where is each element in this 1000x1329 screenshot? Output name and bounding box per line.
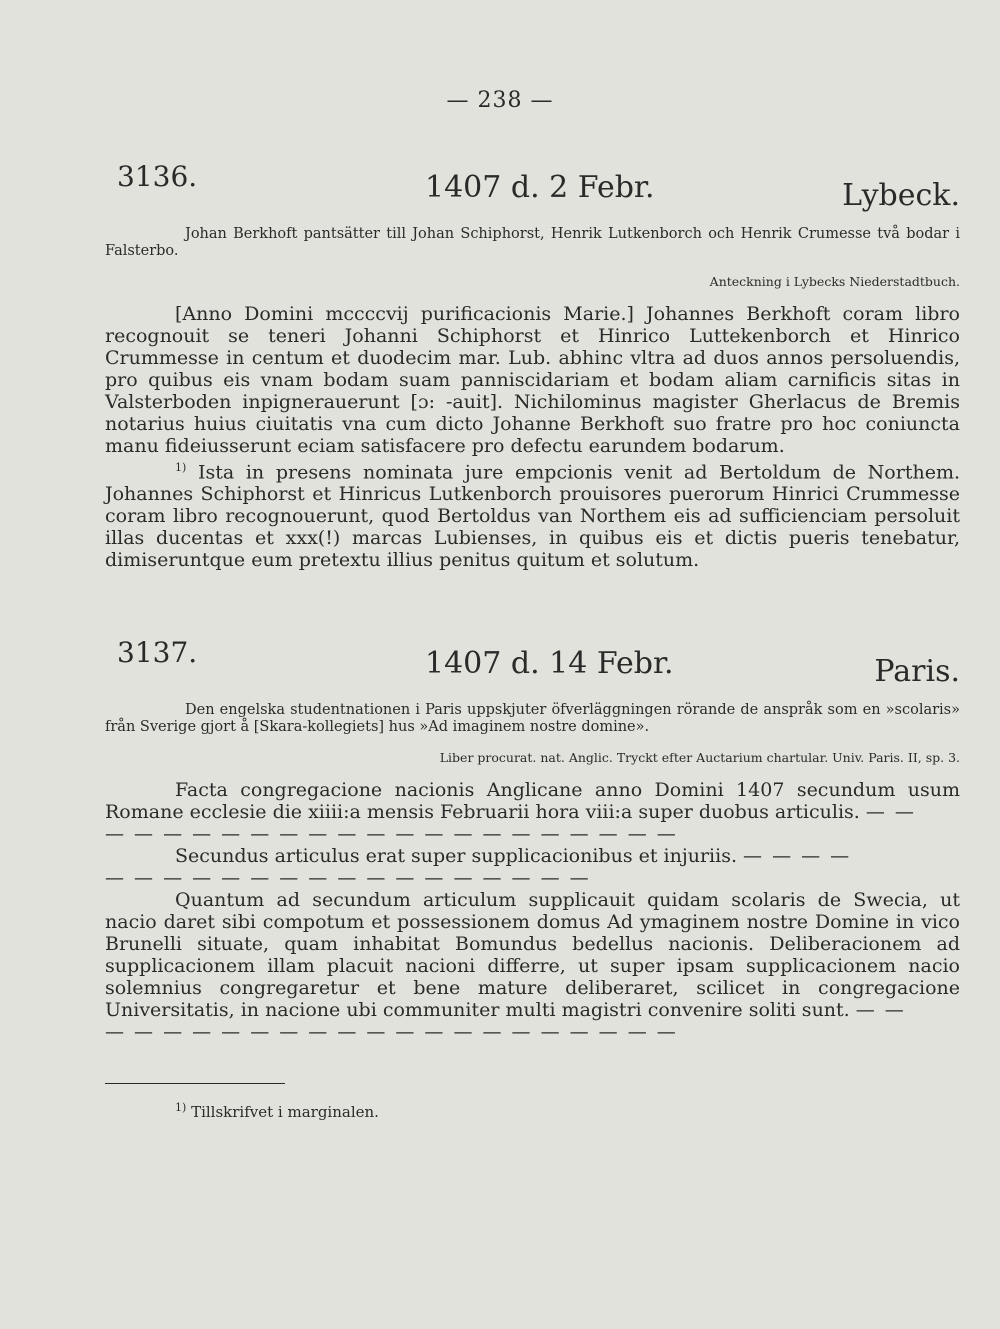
- body-paragraph-text: Secundus articulus erat super supplicacionibus et injuriis.: [175, 845, 737, 867]
- omission-dashes: — — — — — — — — — — — — — — — — —: [105, 867, 591, 889]
- entry-summary: Johan Berkhoft pantsätter till Johan Schiphorst, Henrik Lutkenborch och Henrik Crumesse två bodar i Falsterbo.: [105, 226, 960, 259]
- omission-dashes: — — — — — — — — — — — — — — — — — — — —: [105, 1021, 678, 1043]
- footnote-marker: 1): [175, 461, 187, 474]
- entry-3137: [105, 636, 960, 1043]
- entry-date: 1407 d. 2 Febr.: [425, 170, 655, 205]
- body-paragraph: [105, 845, 960, 867]
- footnote-text: Tillskrifvet i marginalen.: [191, 1103, 379, 1121]
- body-paragraph: [Anno Domini mccccvij purificacionis Marie.] Johannes Berkhoft coram libro recognouit se teneri Johanni Schiphorst et Hinrico Luttekenborch et Hinrico Crummesse in centum et duodecim mar. Lub. abhinc vltra ad duos annos persoluendis, pro quibus eis vnam bodam suam panniscidariam et bodam aliam carnificis sitas in Valsterboden inpignerauerunt [ɔ: -auit]. Nichilominus magister Gherlacus de Bremis notarius huius ciuitatis vna cum dicto Johanne Berkhoft suo fratre pro hoc coniuncta manu fideiusserunt eciam satisfacere pro defectu earundem bodarum.: [105, 303, 960, 457]
- entry-date: 1407 d. 14 Febr.: [425, 646, 674, 681]
- body-paragraph-text: Ista in presens nominata jure empcionis venit ad Bertoldum de Northem. Johannes Schiphorst et Hinricus Lutkenborch prouisores puerorum Hinrici Crummesse coram libro recognouerunt, quod Bertoldus van Northem eis ad sufficienciam persoluit illas ducentas et xxx(!) marcas Lubienses, in quibus eis et dictis pueris tenebatur, dimiseruntque eum pretextu illius penitus quitum et solutum.: [105, 461, 960, 572]
- entry-header: [105, 636, 960, 696]
- footnote: [175, 1101, 379, 1121]
- entry-body: [105, 303, 960, 571]
- body-paragraph: [105, 889, 960, 1021]
- body-paragraph: [105, 779, 960, 823]
- body-paragraph: [105, 457, 960, 571]
- omission-dashes: — — — — — — — — — — — — — — — — — — — —: [105, 823, 678, 845]
- footnote-divider: [105, 1083, 285, 1084]
- body-paragraph-text: Facta congregacione nacionis Anglicane anno Domini 1407 secundum usum Romane ecclesie die xiiii:a mensis Februarii hora viii:a super duobus articulis.: [105, 779, 960, 823]
- entry-body: [105, 779, 960, 1043]
- page-number: — 238 —: [446, 88, 554, 113]
- entry-number: 3137.: [117, 636, 198, 669]
- omission-dashes: — — — —: [743, 845, 852, 867]
- entry-source: Liber procurat. nat. Anglic. Tryckt efter Auctarium chartular. Univ. Paris. II, sp. 3.: [439, 750, 960, 765]
- entry-source: Anteckning i Lybecks Niederstadtbuch.: [709, 274, 960, 289]
- body-paragraph-text: Quantum ad secundum articulum supplicauit quidam scolaris de Swecia, ut nacio daret sibi compotum et possessionem domus Ad ymaginem nostre Domine in vico Brunelli situate, quam inhabitat Bomundus bedellus nacionis. Deliberacionem ad supplicacionem illam placuit nacioni differre, ut super ipsam supplicacionem nacio solemnius congregaretur et bene mature deliberaret, scilicet in congregacione Universitatis, in nacione ubi communiter multi magistri convenire soliti sunt.: [105, 889, 960, 1021]
- entry-3136: [105, 160, 960, 571]
- entry-summary: Den engelska studentnationen i Paris uppskjuter öfverläggningen rörande de anspråk som en »scolaris» från Sverige gjort å [Skara-kollegiets] hus »Ad imaginem nostre domine».: [105, 702, 960, 735]
- entry-place: Paris.: [874, 654, 960, 689]
- entry-header: [105, 160, 960, 220]
- footnote-marker: 1): [175, 1101, 187, 1114]
- entry-place: Lybeck.: [842, 178, 960, 213]
- omission-dashes: — —: [865, 801, 916, 823]
- omission-dashes: — —: [855, 999, 906, 1021]
- entry-number: 3136.: [117, 160, 198, 193]
